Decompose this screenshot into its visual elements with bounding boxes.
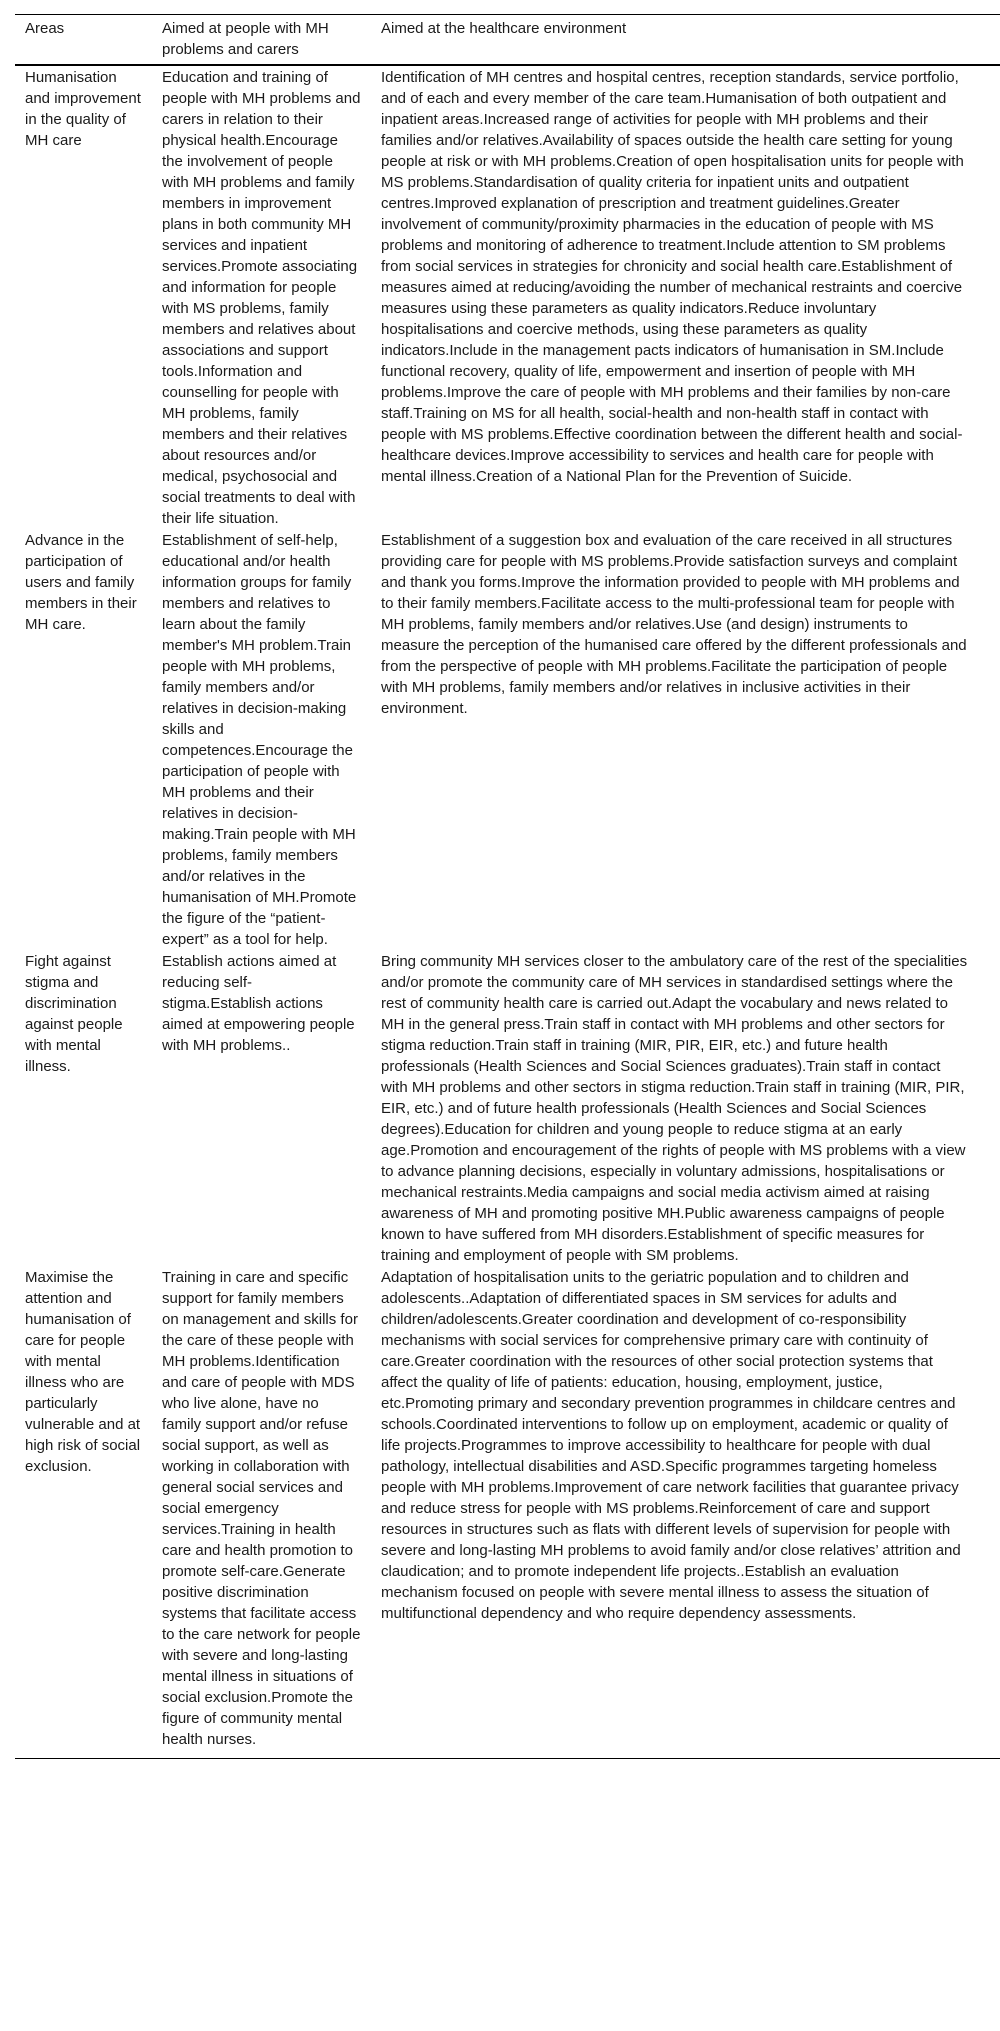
cell-people-carers: Establishment of self-help, educational and/or health information groups for family members and relatives to learn about the family member's MH problem.Train people with MH problems, family members and/or relatives in decision-making skills and competences.Encourage the participation of people with MH problems and their relatives in decision-making.Train people with MH problems, family members and/or relatives in the humanisation of MH.Promote the figure of the “patient-expert” as a tool for help. (162, 532, 357, 948)
table-row (15, 950, 1000, 1266)
table-row (15, 529, 1000, 950)
cell-healthcare-environment: Establishment of a suggestion box and evaluation of the care received in all structures providing care for people with MS problems.Provide satisfaction surveys and complaint and thank you forms.Improve the information provided to people with MH problems and to their family members.Facilitate access to the multi-professional team for people with MH problems, family members and/or relatives.Use (and design) instruments to measure the perception of the humanised care offered by the different professionals and from the perspective of people with MH problems.Facilitate the participation of people with MH problems, family members and/or relatives in inclusive activities in their environment. (381, 532, 967, 717)
cell-people-carers: Establish actions aimed at reducing self-stigma.Establish actions aimed at empowering people with MH problems.. (162, 953, 355, 1054)
header-healthcare-environment: Aimed at the healthcare environment (381, 20, 627, 37)
table-row (15, 1266, 1000, 1759)
table-header (15, 15, 1000, 66)
cell-healthcare-environment: Identification of MH centres and hospital centres, reception standards, service portfolio, and of each and every member of the care team.Humanisation of both outpatient and inpatient areas.Increased range of activities for people with MH problems and their families and/or relatives.Availability of spaces outside the health care setting for young people at risk or with MH problems.Creation of open hospitalisation units for people with MS problems.Standardisation of quality criteria for inpatient units and outpatient centres.Improved explanation of prescription and treatment guidelines.Greater involvement of community/proximity pharmacies in the education of people with MS problems and monitoring of adherence to treatment.Include attention to SM problems from social services in strategies for chronicity and social health care.Establishment of measures aimed at reducing/avoiding the number of mechanical restraints and coercive measures using these parameters as quality indicators.Reduce involuntary hospitalisations and coercive methods, using these parameters as quality indicators.Include in the management pacts indicators of humanisation in SM.Include functional recovery, quality of life, empowerment and insertion of people with MH problems.Improve the care of people with MH problems and their families by non-care staff.Training on MS for all health, social-health and non-health staff in contact with people with MS problems.Effective coordination between the different health and social-healthcare devices.Improve accessibility to services and health care for people with mental illness.Creation of a National Plan for the Prevention of Suicide. (381, 69, 964, 485)
humanisation-actions-table (15, 14, 1000, 1759)
header-areas: Areas (25, 20, 65, 37)
cell-area: Fight against stigma and discrimination against people with mental illness. (25, 953, 123, 1075)
table-row (15, 65, 1000, 529)
header-people-carers: Aimed at people with MH problems and carers (162, 20, 329, 58)
cell-people-carers: Education and training of people with MH problems and carers in relation to their physical health.Encourage the involvement of people with MH problems and family members in improvement plans in both community MH services and inpatient services.Promote associating and information for people with MS problems, family members and relatives about associations and support tools.Information and counselling for people with MH problems, family members and their relatives about resources and/or medical, psychosocial and social treatments to deal with their life situation. (162, 69, 361, 527)
header-row (15, 15, 1000, 66)
cell-healthcare-environment: Adaptation of hospitalisation units to the geriatric population and to children and adolescents..Adaptation of differentiated spaces in SM services for adults and children/adolescents.Greater coordination and development of co-responsibility mechanisms with social services for comprehensive primary care with continuity of care.Greater coordination with the resources of other social protection systems that affect the quality of life of patients: education, housing, employment, justice, etc.Promoting primary and secondary prevention programmes in childcare centres and schools.Coordinated interventions to follow up on employment, academic or quality of life projects.Programmes to improve accessibility to healthcare for people with dual pathology, intellectual disabilities and ASD.Specific programmes targeting homeless people with MH problems.Improvement of care network facilities that guarantee privacy and reduce stress for people with MS problems.Reinforcement of care and support resources in structures such as flats with different levels of supervision for people with severe and long-lasting MH problems to avoid family and/or close relatives’ attrition and claudication; and to promote independent life projects..Establish an evaluation mechanism focused on people with severe mental illness to assess the situation of multifunctional dependency and who require dependency assessments. (381, 1269, 961, 1622)
cell-area: Maximise the attention and humanisation of care for people with mental illness who are particularly vulnerable and at high risk of social exclusion. (25, 1269, 141, 1475)
cell-area: Humanisation and improvement in the quality of MH care (25, 69, 141, 149)
cell-healthcare-environment: Bring community MH services closer to the ambulatory care of the rest of the specialities and/or promote the community care of MH services in standardised settings where the rest of community health care is carried out.Adapt the vocabulary and news related to MH in the general press.Train staff in contact with MH problems and other sectors for stigma reduction.Train staff in training (MIR, PIR, EIR, etc.) and future health professionals (Health Sciences and Social Sciences graduates).Train staff in contact with MH problems and other sectors in stigma reduction.Train staff in training (MIR, PIR, EIR, etc.) and of future health professionals (Health Sciences and Social Sciences degrees).Education for children and young people to reduce stigma at an early age.Promotion and encouragement of the rights of people with MS problems with a view to advance planning decisions, especially in voluntary admissions, hospitalisations or mechanical restraints.Media campaigns and social media activism aimed at raising awareness of MH and promoting positive MH.Public awareness campaigns of people known to have suffered from MH disorders.Establishment of specific measures for training and employment of people with SM problems. (381, 953, 968, 1264)
table-body (15, 65, 1000, 1759)
cell-area: Advance in the participation of users and family members in their MH care. (25, 532, 137, 633)
cell-people-carers: Training in care and specific support for family members on management and skills for the care of these people with MH problems.Identification and care of people with MDS who live alone, have no family support and/or refuse social support, as well as working in collaboration with general social services and social emergency services.Training in health care and health promotion to promote self-care.Generate positive discrimination systems that facilitate access to the care network for people with severe and long-lasting mental illness in situations of social exclusion.Promote the figure of community mental health nurses. (162, 1269, 361, 1748)
